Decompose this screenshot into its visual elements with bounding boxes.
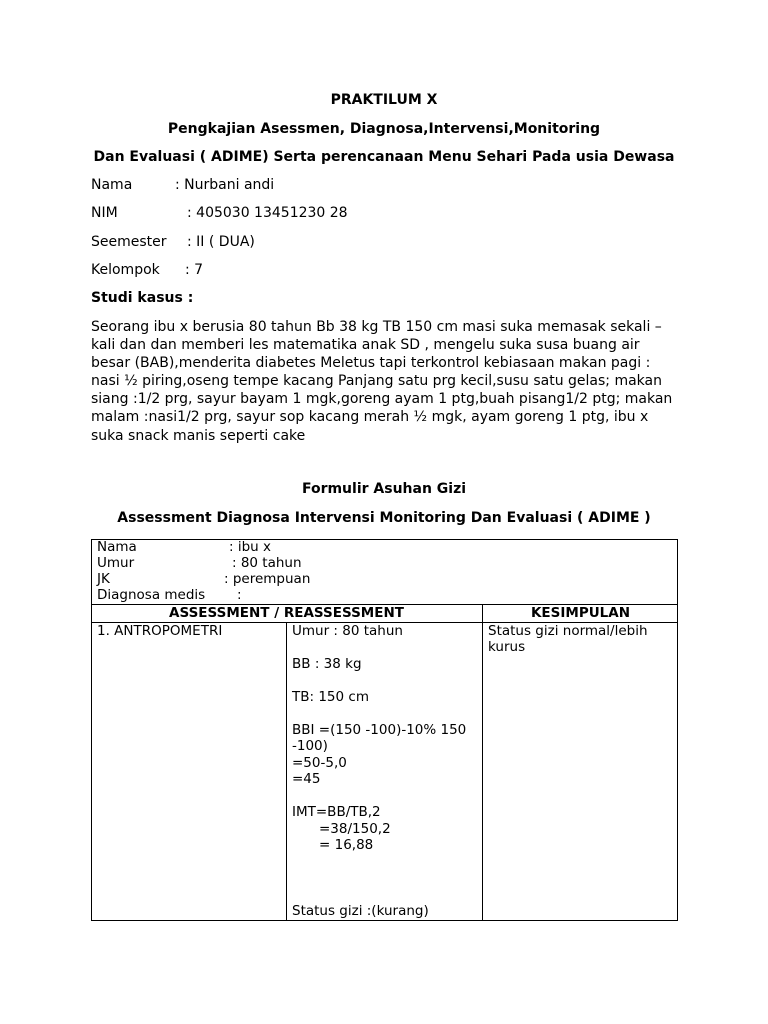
assessment-bb: BB : 38 kg <box>292 656 362 672</box>
form-title: Formulir Asuhan Gizi <box>301 481 467 497</box>
semester-value: : II ( DUA) <box>187 234 255 250</box>
semester-label: Seemester <box>91 234 167 250</box>
document-title: PRAKTILUM X <box>330 92 438 108</box>
assessment-bbi-line: -100) <box>292 738 328 754</box>
assessment-imt-line: IMT=BB/TB,2 <box>292 804 381 820</box>
case-line: suka snack manis seperti cake <box>91 427 306 444</box>
case-line: siang :1/2 prg, sayur bayam 1 mgk,goreng ayam 1 ptg,buah pisang1/2 ptg; makan <box>91 391 673 408</box>
assessment-imt-line: = 16,88 <box>319 837 374 853</box>
case-line: Seorang ibu x berusia 80 tahun Bb 38 kg TB 150 cm masi suka memasak sekali – <box>91 319 662 335</box>
table-divider <box>286 622 287 921</box>
nim-label: NIM <box>91 205 118 221</box>
kesimpulan-line: Status gizi normal/lebih <box>488 623 648 639</box>
assessment-bbi-line: =45 <box>292 771 321 787</box>
adime-table <box>91 539 678 921</box>
patient-nama-label: Nama <box>97 539 137 555</box>
patient-diagnosa-value: : <box>237 587 242 603</box>
kelompok-label: Kelompok <box>91 262 160 278</box>
column-header-kesimpulan: KESIMPULAN <box>530 605 631 621</box>
case-paragraph <box>91 318 681 445</box>
patient-nama-value: : ibu x <box>229 539 271 555</box>
patient-umur-label: Umur <box>97 555 135 571</box>
document-subtitle-line2: Dan Evaluasi ( ADIME) Serta perencanaan Menu Sehari Pada usia Dewasa <box>93 149 675 165</box>
case-line: kali dan dan memberi les matematika anak SD , mengelu suka susa buang air <box>91 337 640 354</box>
row-category: 1. ANTROPOMETRI <box>97 623 223 639</box>
table-divider <box>482 604 483 921</box>
assessment-tb: TB: 150 cm <box>292 689 369 705</box>
column-header-assessment: ASSESSMENT / REASSESSMENT <box>169 605 404 621</box>
form-subtitle: Assessment Diagnosa Intervensi Monitoring Dan Evaluasi ( ADIME ) <box>117 510 651 526</box>
nama-value: : Nurbani andi <box>175 177 275 193</box>
assessment-bbi-line: BBI =(150 -100)-10% 150 <box>292 722 467 738</box>
kelompok-value: : 7 <box>185 262 204 278</box>
case-heading: Studi kasus : <box>91 290 194 306</box>
patient-jk-value: : perempuan <box>224 571 311 587</box>
patient-jk-label: JK <box>97 571 110 587</box>
nama-label: Nama <box>91 177 133 193</box>
case-line: nasi ½ piring,oseng tempe kacang Panjang satu prg kecil,susu satu gelas; makan <box>91 373 662 390</box>
nim-value: : 405030 13451230 28 <box>187 205 348 221</box>
case-line: besar (BAB),menderita diabetes Meletus tapi terkontrol kebiasaan makan pagi : <box>91 355 651 372</box>
case-line: malam :nasi1/2 prg, sayur sop kacang merah ½ mgk, ayam goreng 1 ptg, ibu x <box>91 409 649 426</box>
assessment-bbi-line: =50-5,0 <box>292 755 347 771</box>
patient-diagnosa-label: Diagnosa medis <box>97 587 206 603</box>
patient-umur-value: : 80 tahun <box>232 555 302 571</box>
kesimpulan-line: kurus <box>488 639 526 655</box>
assessment-imt-line: =38/150,2 <box>319 821 391 837</box>
document-subtitle-line1: Pengkajian Asessmen, Diagnosa,Intervensi,Monitoring <box>167 121 601 137</box>
assessment-umur: Umur : 80 tahun <box>292 623 403 639</box>
assessment-status: Status gizi :(kurang) <box>292 903 429 919</box>
